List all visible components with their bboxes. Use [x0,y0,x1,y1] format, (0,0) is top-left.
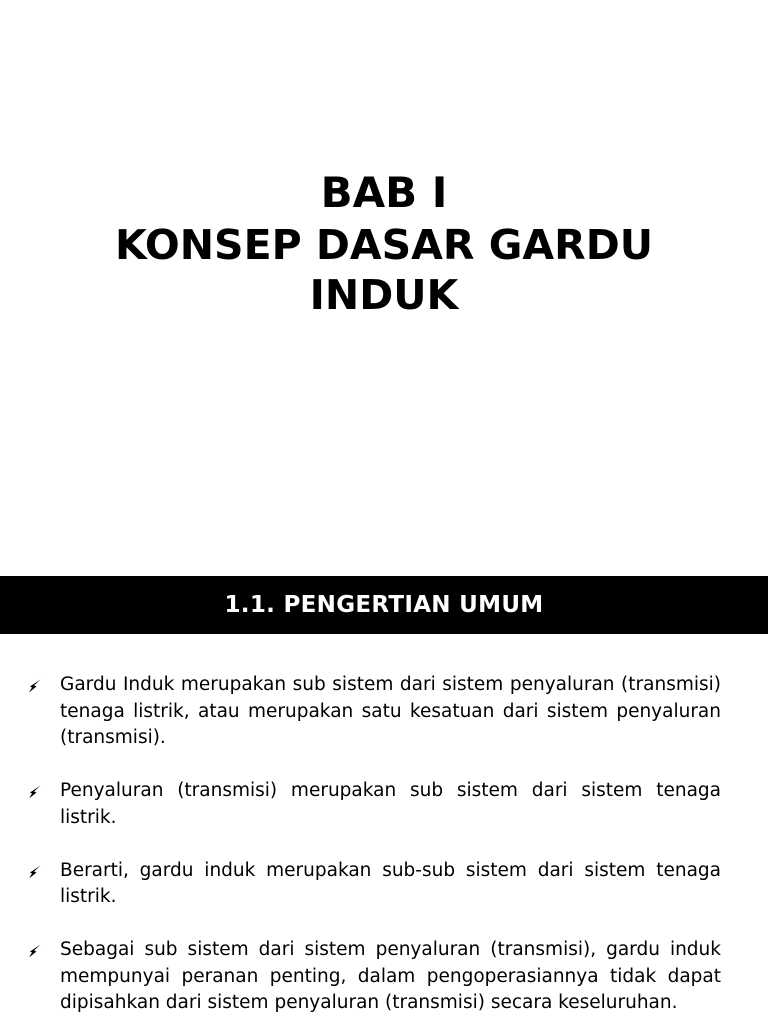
section-title: 1.1. PENGERTIAN UMUM [224,592,544,618]
section-header-bar [0,576,768,634]
list-item-text: Penyaluran (transmisi) merupakan sub sistem dari sistem tenaga listrik. [60,780,721,828]
chapter-title: KONSEP DASAR GARDU INDUK [114,221,654,319]
chapter-number: BAB I [320,168,448,217]
list-item-text: Berarti, gardu induk merupakan sub-sub sistem dari sistem tenaga listrik. [60,859,721,907]
lightning-bolt-icon [27,864,43,880]
list-item [60,778,721,831]
list-item-text: Sebagai sub sistem dari sistem penyaluran (transmisi), gardu induk mempunyai peranan penting, dalam pengoperasiannya tidak dapat dipisahkan dari sistem penyaluran (transmisi) secara keseluruhan. [60,939,721,1013]
list-item [60,937,721,1017]
list-item-text: Gardu Induk merupakan sub sistem dari sistem penyaluran (transmisi) tenaga listrik, atau merupakan satu kesatuan dari sistem penyaluran (transmisi). [60,674,721,748]
lightning-bolt-icon [27,678,43,694]
list-item [60,672,721,752]
chapter-heading [0,166,768,320]
bullet-list [0,672,768,1024]
list-item [60,858,721,911]
lightning-bolt-icon [27,943,43,959]
lightning-bolt-icon [27,784,43,800]
